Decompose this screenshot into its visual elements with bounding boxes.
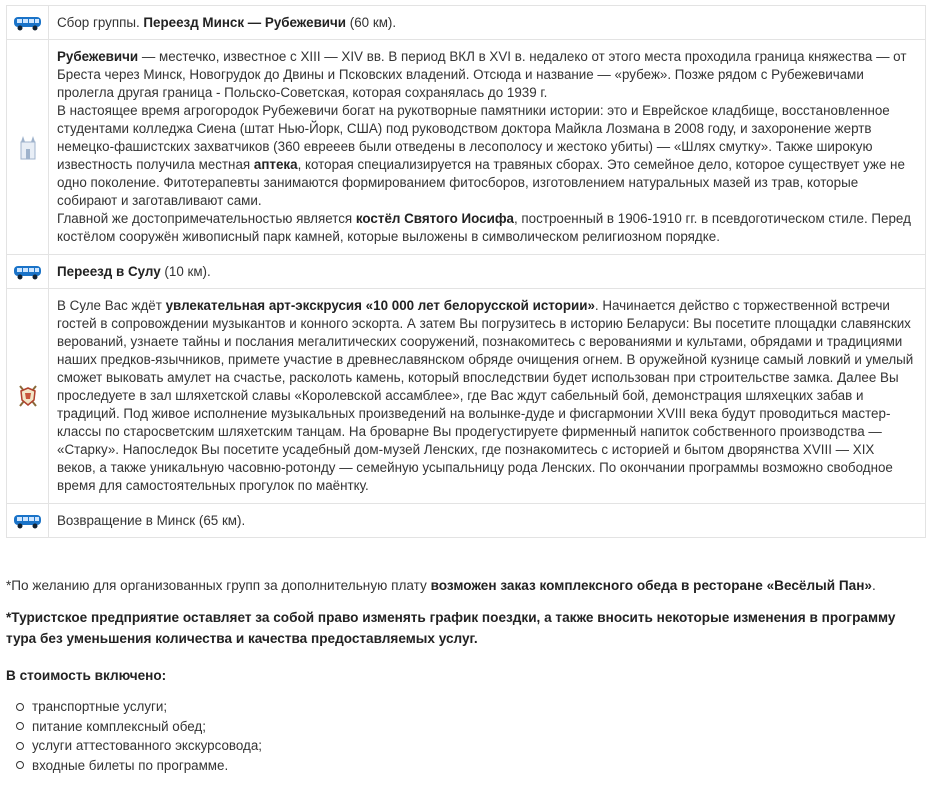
itinerary-text: [49, 6, 925, 39]
text-fragment: Возвращение в Минск (65 км).: [57, 513, 246, 528]
itinerary-row: [7, 288, 925, 503]
included-heading: В стоимость включено:: [6, 668, 167, 683]
bold-text: увлекательная арт-экскрусия «10 000 лет белорусской истории»: [165, 298, 595, 313]
bus-icon: [7, 255, 49, 288]
text-fragment: (60 км).: [346, 15, 397, 30]
bullet-icon: [16, 703, 24, 711]
church-icon: [7, 40, 49, 254]
text-fragment: , построенный в 1906-1910 гг. в псевдоготическом стиле. Перед костёлом сооружён живописный парк камней, которые выложены в символическом религиозном порядке.: [57, 211, 911, 244]
text-fragment: — местечко, известное с XIII — XIV вв. В период ВКЛ в XVI в. недалеко от этого места проходила граница княжества — от Бреста через Минск, Новогрудок до Двины и Псковских владений. Отсюда и название — «рубеж». Позже рядом с Рубежевичами пролегла другая граница - Польско-Советская, которая сохранялась до 1939 г.: [57, 49, 907, 100]
text-fragment: В Суле Вас ждёт: [57, 298, 166, 313]
bullet-icon: [16, 742, 24, 750]
included-list: [6, 697, 922, 775]
disclaimer-note: *Туристское предприятие оставляет за собой право изменять график поездки, а также вносить некоторые изменения в программу тура без уменьшения количества и качества предоставляемых услуг.: [6, 610, 896, 646]
list-item: входные билеты по программе.: [16, 756, 922, 776]
bold-text: Рубежевичи: [57, 49, 139, 64]
itinerary-text: [49, 504, 925, 537]
itinerary-row: [7, 503, 925, 537]
itinerary-text: [49, 40, 925, 254]
bold-text: костёл Святого Иосифа: [355, 211, 514, 226]
list-item: услуги аттестованного экскурсовода;: [16, 736, 922, 756]
itinerary-text: [49, 255, 925, 288]
itinerary-row: [7, 6, 925, 39]
itinerary-text: [49, 289, 925, 503]
bold-text: аптека: [253, 157, 298, 172]
text-fragment: , которая специализируется на травяных сборах. Это семейное дело, которое существует уже не одно поколение. Фитотерапевты занимаются формированием фитосборов, изготовлением натуральных мазей из трав, которые собирают и заготавливают сами.: [57, 157, 905, 208]
text-fragment: (10 км).: [160, 264, 211, 279]
bus-icon: [7, 504, 49, 537]
itinerary-table: [6, 5, 926, 538]
lunch-note: *По желанию для организованных групп за дополнительную плату возможен заказ комплексного обеда в ресторане «Весёлый Пан».: [6, 578, 876, 593]
text-fragment: Сбор группы.: [57, 15, 144, 30]
notes-section: [6, 575, 922, 775]
bus-icon: [7, 6, 49, 39]
text-fragment: В настоящее время агрогородок Рубежевичи богат на рукотворные памятники истории: это и Еврейское кладбище, восстановленное студентами колледжа Сиена (штат Нью-Йорк, США) под руководством доктора Майкла Лозмана в 2008 году, и захоронение жертв немецко-фашистских захватчиков (360 еврееев были отведены в лесополосу и жестоко убиты) — «Шлях смутку». Также широкую известность получила местная: [57, 103, 890, 172]
itinerary-row: [7, 39, 925, 254]
bold-text: Переезд Минск — Рубежевичи: [143, 15, 347, 30]
text-fragment: . Начинается действо с торжественной встречи гостей в сопровождении музыкантов и конного эскорта. А затем Вы погрузитесь в историю Беларуси: Вы посетите площадки славянских верований, узнаете тайны и послания мегалитических сооружений, познакомитесь с верованиями и культами, обрядами и традициями наших предков-язычников, примете участие в древнеславянском обряде очищения огнем. В оружейной кузнице самый ловкий и умелый сможет выковать амулет на счастье, расколоть камень, который впоследствии будет использован при строительстве замка. Далее Вы проследуете в зал шляхетской славы «Королевской ассамблее», где Вас ждут сабельный бой, демонстрация шляхецких забав и традиций. Под живое исполнение музыкальных произведений на волынке-дуде и фисгармонии XVIII века будут проводиться мастер-классы по старосветским шляхетским танцам. На броварне Вы продегустируете фирменный напиток собственного производства — «Старку». Напоследок Вы посетите усадебный дом-музей Ленских, где познакомитесь с историей и бытом дворянства XVIII — XIX веков, а также уникальную часовню-ротонду — семейную усыпальницу рода Ленских. По окончании программы возможно свободное время для самостоятельных прогулок по маёнтку.: [57, 298, 914, 493]
bold-text: Переезд в Сулу: [57, 264, 161, 279]
crest-icon: [7, 289, 49, 503]
text-fragment: Главной же достопримечательностью является: [57, 211, 356, 226]
itinerary-row: [7, 254, 925, 288]
bullet-icon: [16, 761, 24, 769]
list-item: питание комплексный обед;: [16, 717, 922, 737]
bullet-icon: [16, 722, 24, 730]
list-item: транспортные услуги;: [16, 697, 922, 717]
